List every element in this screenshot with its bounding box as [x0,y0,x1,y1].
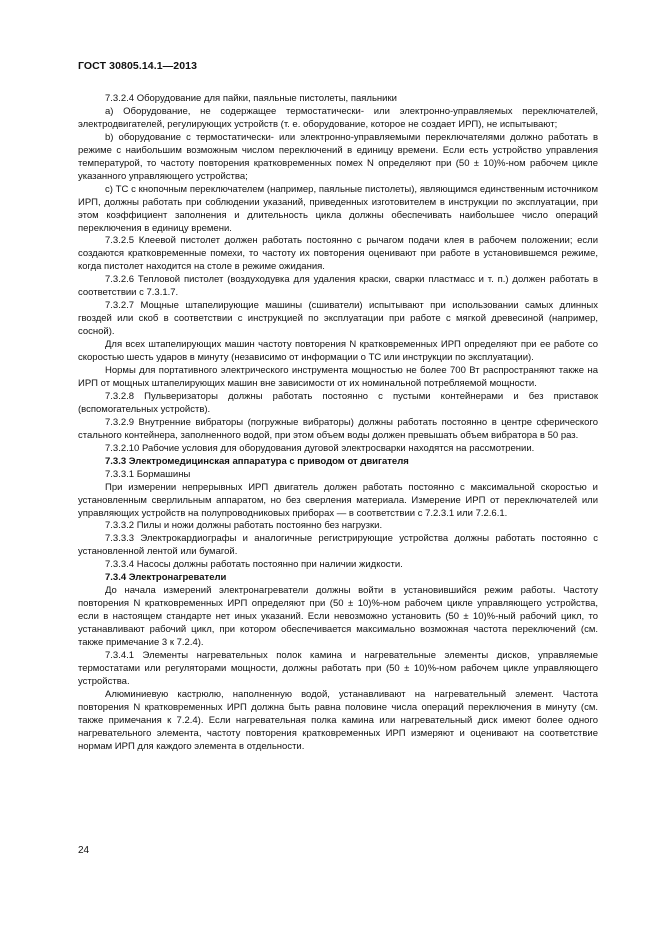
paragraph: До начала измерений электронагреватели должны войти в установившийся режим работы. Частоту повторения N кратковременных ИРП определяют при (50 ± 10)%-ном рабочем цикле управляющего устройства, если в настоящем стандарте нет иных указаний. Если невозможно установить (50 ± 10)%-ный рабочий цикл, то устанавливают рабочий цикл, при котором обеспечивается максимально возможная частота переключений (см. также примечание 3 к 7.2.4). [78,585,598,649]
document-header: ГОСТ 30805.14.1—2013 [78,60,198,72]
paragraph: 7.3.3.2 Пилы и ножи должны работать постоянно без нагрузки. [105,520,383,532]
page-number: 24 [78,845,90,856]
paragraph: 7.3.2.10 Рабочие условия для оборудования дуговой электросварки находятся на рассмотрении. [105,442,535,454]
paragraph: b) оборудование с термостатически- или электронно-управляемыми переключателями должно работать в режиме с наибольшим возможным числом переключений в единицу времени. Если есть устройство управления температурой, то частоту повторения кратковременных помех N определяют при (50 ± 10)%-ном рабочем цикле указанного управляющего устройства; [78,131,598,182]
paragraph: Нормы для портативного электрического инструмента мощностью не более 700 Вт распространяют также на ИРП от мощных штапелирующих машин вне зависимости от их номинальной потребляемой мощности. [78,365,598,389]
section-heading: 7.3.4 Электронагреватели [105,572,227,584]
paragraph: 7.3.2.9 Внутренние вибраторы (погружные вибраторы) должны работать постоянно в центре сферического стального контейнера, заполненного водой, при этом объем воды должен превышать объем вибратора в 50 раз. [78,416,598,441]
paragraph: 7.3.3.4 Насосы должны работать постоянно при наличии жидкости. [105,559,403,571]
paragraph: 7.3.2.6 Тепловой пистолет (воздуходувка для удаления краски, сварки пластмасс и т. п.) должен работать в соответствии с 7.3.1.7. [78,274,598,299]
paragraph: При измерении непрерывных ИРП двигатель должен работать постоянно с максимальной скоростью и установленным сверлильным аппаратом, но без сверления материала. Измерение ИРП от переключателей или управляющих устройств на полупроводниковых приборах — в соответствии с 7.2.3.1 или 7.2.6.1. [78,481,598,519]
paragraph: 7.3.2.8 Пульверизаторы должны работать постоянно с пустыми контейнерами и без приставок (вспомогательных устройств). [78,390,598,415]
section-heading: 7.3.3 Электромедицинская аппаратура с приводом от двигателя [105,455,409,467]
paragraph: 7.3.3.1 Бормашины [105,468,191,480]
paragraph: 7.3.4.1 Элементы нагревательных полок камина и нагревательные элементы дисков, управляемые термостатами или регуляторами мощности, должны работать при (50 ± 10)%-ном рабочем цикле управляющего устройства. [78,649,598,687]
paragraph: а) Оборудование, не содержащее термостатически- или электронно-управляемых переключателей, электродвигателей, регулирующих устройств (т. е. оборудование, которое не создает ИРП), не испытывают; [78,105,598,130]
paragraph: 7.3.2.7 Мощные штапелирующие машины (сшиватели) испытывают при использовании самых длинных гвоздей или скоб в соответствии с инструкцией по эксплуатации при работе с мягкой древесиной (например, сосной). [78,300,598,338]
paragraph: 7.3.3.3 Электрокардиографы и аналогичные регистрирующие устройства должны работать постоянно с установленной лентой или бумагой. [78,533,598,558]
document-body [78,93,598,754]
paragraph: 7.3.2.4 Оборудование для пайки, паяльные пистолеты, паяльники [105,93,397,104]
paragraph: Для всех штапелирующих машин частоту повторения N кратковременных ИРП определяют при ее работе со скоростью шесть ударов в минуту (независимо от информации о ТС или инструкции по эксплуатации). [78,339,598,364]
paragraph: 7.3.2.5 Клеевой пистолет должен работать постоянно с рычагом подачи клея в рабочем положении; если создаются кратковременные помехи, то частоту их повторения оценивают при работе в установившемся режиме, когда пистолет находится на столе в режиме ожидания. [78,235,598,273]
paragraph: с) ТС с кнопочным переключателем (например, паяльные пистолеты), являющимся единственным источником ИРП, должны работать при соблюдении указаний, приведенных изготовителем в инструкции по эксплуатации, при этом коэффициент заполнения и длительность цикла должны обеспечивать наибольшее число операций переключения в единицу времени. [78,183,598,234]
paragraph: Алюминиевую кастрюлю, наполненную водой, устанавливают на нагревательный элемент. Частота повторения N кратковременных ИРП должна быть равна половине числа операций переключения в минуту (см. также примечания к 7.2.4). Если нагревательная полка камина или нагревательный диск имеют более одного нагревательного элемента, частоту повторения кратковременных ИРП измеряют и оценивают на соответствие нормам ИРП для каждого элемента в отдельности. [78,688,598,752]
